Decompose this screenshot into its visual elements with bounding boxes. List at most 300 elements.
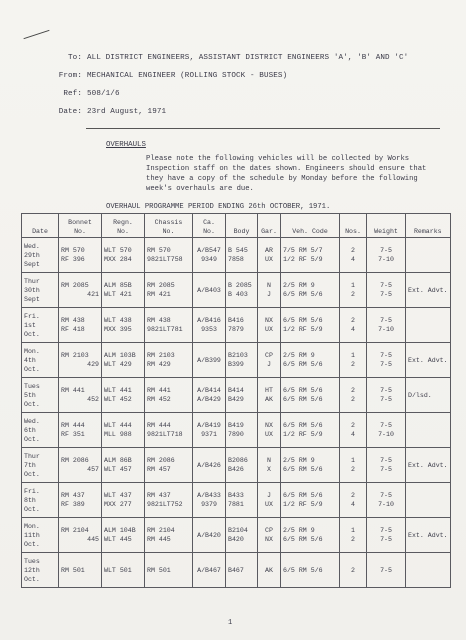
- cell-text: WLT 452: [104, 396, 132, 403]
- cell-text: Fri.: [24, 312, 40, 320]
- cell-date: [22, 553, 59, 588]
- cell-chassis: [145, 238, 193, 273]
- column-header-text: Remarks: [413, 228, 442, 235]
- cell-code: [281, 343, 340, 378]
- cell-chassis: [145, 413, 193, 448]
- cell-text: 6/5 RM 5/6: [283, 536, 323, 543]
- cell-text: 2: [351, 247, 355, 254]
- cell-text: 9821LT718: [147, 431, 183, 438]
- cell-body: [226, 308, 258, 343]
- cell-text: A/B420: [197, 531, 221, 539]
- cell-text: ALM 86B: [104, 457, 132, 464]
- cell-text: 1/2 RF 5/9: [283, 431, 323, 438]
- cell-text: 7th: [24, 461, 36, 469]
- column-header-text: Regn.: [113, 219, 133, 226]
- cell-text: WLT 444: [104, 422, 132, 429]
- cell-bonnet: [59, 448, 102, 483]
- cell-weight: [367, 518, 406, 553]
- to-label: To:: [68, 54, 82, 62]
- cell-text: 7879: [228, 326, 244, 333]
- cell-text: 9821LT752: [147, 501, 183, 508]
- cell-text: A/B429: [197, 396, 221, 403]
- cell-text: 7-10: [378, 256, 394, 263]
- cell-text: Wed.: [24, 417, 40, 425]
- cell-text: Thur: [24, 277, 40, 285]
- table-row: [22, 238, 451, 273]
- cell-gar: [258, 413, 281, 448]
- cell-text: RM 2104: [61, 527, 89, 534]
- cell-text: 457: [87, 466, 99, 473]
- cell-text: 2: [351, 422, 355, 429]
- cell-ca: [193, 413, 226, 448]
- cell-remarks: [406, 238, 451, 273]
- cell-ca: [193, 378, 226, 413]
- cell-code: [281, 518, 340, 553]
- cell-remarks: [406, 378, 451, 413]
- column-header: [145, 214, 193, 238]
- cell-text: 4: [351, 501, 355, 508]
- cell-text: 7-5: [380, 527, 392, 534]
- cell-text: 2/5 RM 9: [283, 527, 315, 534]
- table-row: [22, 518, 451, 553]
- cell-text: Sept: [24, 295, 40, 303]
- column-header: [22, 214, 59, 238]
- cell-remarks: [406, 553, 451, 588]
- cell-text: WLT 445: [104, 536, 132, 543]
- cell-text: CP: [265, 352, 273, 359]
- cell-text: 1: [351, 457, 355, 464]
- cell-text: RM 444: [61, 422, 85, 429]
- cell-text: 7-5: [380, 352, 392, 359]
- cell-text: 7-5: [380, 361, 392, 368]
- cell-text: B426: [228, 466, 244, 473]
- cell-text: MXX 277: [104, 501, 132, 508]
- cell-text: Oct.: [24, 330, 40, 338]
- cell-text: 6/5 RM 5/6: [283, 422, 323, 429]
- cell-bonnet: [59, 518, 102, 553]
- cell-text: A/B399: [197, 356, 221, 364]
- table-row: [22, 343, 451, 378]
- cell-text: 445: [87, 536, 99, 543]
- cell-text: A/B419: [197, 422, 221, 429]
- cell-text: 2: [351, 317, 355, 324]
- cell-ca: [193, 308, 226, 343]
- cell-text: N: [267, 457, 271, 464]
- table-row: [22, 378, 451, 413]
- column-header-text: No.: [162, 228, 175, 235]
- cell-text: 429: [87, 361, 99, 368]
- cell-regn: [102, 273, 145, 308]
- cell-nos: [340, 413, 367, 448]
- cell-text: WLT 437: [104, 492, 132, 499]
- cell-text: 6/5 RM 5/6: [283, 361, 323, 368]
- cell-date: [22, 448, 59, 483]
- cell-text: AK: [265, 396, 273, 403]
- cell-text: 6/5 RM 5/6: [283, 317, 323, 324]
- cell-text: Wed.: [24, 242, 40, 250]
- cell-chassis: [145, 483, 193, 518]
- cell-text: B 403: [228, 291, 248, 298]
- ref-label: Ref:: [63, 90, 82, 98]
- cell-text: 1st: [24, 321, 36, 329]
- column-header-text: Ca.: [203, 219, 215, 226]
- cell-text: RM 501: [147, 566, 171, 574]
- cell-regn: [102, 448, 145, 483]
- cell-text: MLL 988: [104, 431, 132, 438]
- cell-weight: [367, 483, 406, 518]
- cell-weight: [367, 273, 406, 308]
- cell-text: N: [267, 282, 271, 289]
- cell-text: 2/5 RM 9: [283, 352, 315, 359]
- cell-text: J: [267, 492, 271, 499]
- cell-code: [281, 308, 340, 343]
- cell-text: 7-5: [380, 282, 392, 289]
- cell-text: B467: [228, 566, 244, 574]
- cell-bonnet: [59, 343, 102, 378]
- cell-ca: [193, 518, 226, 553]
- column-header-text: Gar.: [261, 228, 277, 235]
- cell-text: 6th: [24, 426, 36, 434]
- cell-text: Ext. Advt.: [408, 531, 448, 539]
- cell-text: 1/2 RF 5/9: [283, 501, 323, 508]
- column-header: [258, 214, 281, 238]
- cell-weight: [367, 378, 406, 413]
- column-header-text: Date: [32, 228, 48, 235]
- column-header: [281, 214, 340, 238]
- cell-remarks: [406, 413, 451, 448]
- cell-text: ALM 104B: [104, 527, 136, 534]
- cell-text: RM 2103: [61, 352, 89, 359]
- column-header-text: No.: [203, 228, 215, 235]
- cell-text: 2/5 RM 9: [283, 457, 315, 464]
- cell-text: Mon.: [24, 522, 40, 530]
- column-header: [59, 214, 102, 238]
- cell-text: B 2085: [228, 282, 252, 289]
- cell-text: 7-5: [380, 396, 392, 403]
- cell-date: [22, 518, 59, 553]
- cell-date: [22, 378, 59, 413]
- table-row: [22, 553, 451, 588]
- cell-text: 6/5 RM 5/6: [283, 291, 323, 298]
- instruction-paragraph: Please note the following vehicles will be collected by Works Inspection staff on the dates shown. Engineers should ensure that they have a copy of the schedule by Monday before the following week's overhauls are due.: [146, 155, 427, 193]
- cell-text: J: [267, 291, 271, 298]
- cell-bonnet: [59, 413, 102, 448]
- cell-regn: [102, 413, 145, 448]
- cell-gar: [258, 378, 281, 413]
- cell-text: B399: [228, 361, 244, 368]
- cell-text: A/B467: [197, 566, 221, 574]
- cell-text: RM 2085: [61, 282, 89, 289]
- cell-date: [22, 413, 59, 448]
- column-header-text: Veh. Code: [292, 228, 328, 235]
- cell-text: CP: [265, 527, 273, 534]
- header-divider: [86, 128, 440, 129]
- cell-text: Ext. Advt.: [408, 461, 448, 469]
- cell-gar: [258, 518, 281, 553]
- cell-text: RM 438: [61, 317, 85, 324]
- cell-ca: [193, 483, 226, 518]
- cell-text: 4: [351, 256, 355, 263]
- cell-text: UX: [265, 431, 273, 438]
- cell-text: 2: [351, 291, 355, 298]
- cell-text: B2086: [228, 457, 248, 464]
- table-row: [22, 308, 451, 343]
- cell-text: 9371: [201, 431, 217, 438]
- cell-text: RM 441: [61, 387, 85, 394]
- cell-date: [22, 273, 59, 308]
- table-row: [22, 273, 451, 308]
- cell-bonnet: [59, 553, 102, 588]
- cell-text: RM 570: [147, 247, 171, 254]
- cell-regn: [102, 343, 145, 378]
- cell-text: WLT 421: [104, 291, 132, 298]
- cell-text: 1/2 RF 5/9: [283, 326, 323, 333]
- cell-regn: [102, 518, 145, 553]
- cell-ca: [193, 273, 226, 308]
- cell-text: RF 389: [61, 501, 85, 508]
- cell-text: WLT 441: [104, 387, 132, 394]
- cell-text: WLT 438: [104, 317, 132, 324]
- cell-text: RM 437: [61, 492, 85, 499]
- cell-text: NX: [265, 536, 273, 543]
- cell-text: RM 421: [147, 291, 171, 298]
- cell-chassis: [145, 343, 193, 378]
- cell-text: 7890: [228, 431, 244, 438]
- cell-text: RM 429: [147, 361, 171, 368]
- cell-text: B2103: [228, 352, 248, 359]
- cell-text: 9821LT781: [147, 326, 183, 333]
- cell-text: RM 2086: [147, 457, 175, 464]
- cell-text: UX: [265, 326, 273, 333]
- cell-text: 2: [351, 566, 355, 574]
- cell-text: A/B547: [197, 247, 221, 254]
- from-label: From:: [58, 72, 82, 80]
- cell-chassis: [145, 518, 193, 553]
- ref-value: 508/1/6: [87, 90, 120, 98]
- cell-text: RM 452: [147, 396, 171, 403]
- cell-text: 6/5 RM 5/6: [283, 492, 323, 499]
- cell-text: RF 418: [61, 326, 85, 333]
- cell-text: A/B433: [197, 492, 221, 499]
- cell-text: ALM 103B: [104, 352, 136, 359]
- cell-text: 1: [351, 282, 355, 289]
- cell-text: 7-5: [380, 291, 392, 298]
- cell-text: HT: [265, 387, 273, 394]
- cell-text: MXX 284: [104, 256, 132, 263]
- cell-ca: [193, 553, 226, 588]
- cell-text: 30th: [24, 286, 40, 294]
- cell-remarks: [406, 343, 451, 378]
- cell-code: [281, 378, 340, 413]
- cell-text: RF 396: [61, 256, 85, 263]
- cell-text: D/lsd.: [408, 391, 432, 399]
- cell-weight: [367, 343, 406, 378]
- cell-text: WLT 429: [104, 361, 132, 368]
- date-label: Date:: [58, 108, 82, 116]
- cell-text: UX: [265, 501, 273, 508]
- cell-text: RM 457: [147, 466, 171, 473]
- cell-bonnet: [59, 273, 102, 308]
- cell-remarks: [406, 273, 451, 308]
- cell-gar: [258, 553, 281, 588]
- cell-text: A/B414: [197, 387, 221, 394]
- cell-weight: [367, 448, 406, 483]
- cell-bonnet: [59, 483, 102, 518]
- cell-text: Ext. Advt.: [408, 356, 448, 364]
- cell-text: 452: [87, 396, 99, 403]
- table-body: [22, 238, 451, 588]
- cell-body: [226, 448, 258, 483]
- cell-code: [281, 553, 340, 588]
- cell-body: [226, 518, 258, 553]
- cell-text: B419: [228, 422, 244, 429]
- cell-body: [226, 483, 258, 518]
- cell-nos: [340, 483, 367, 518]
- cell-text: Oct.: [24, 540, 40, 548]
- cell-regn: [102, 378, 145, 413]
- cell-text: RM 441: [147, 387, 171, 394]
- cell-gar: [258, 308, 281, 343]
- cell-code: [281, 448, 340, 483]
- cell-nos: [340, 378, 367, 413]
- cell-text: 6/5 RM 5/6: [283, 387, 323, 394]
- cell-text: Oct.: [24, 575, 40, 583]
- cell-text: 1: [351, 352, 355, 359]
- cell-text: A/B403: [197, 286, 221, 294]
- column-header-text: No.: [117, 228, 129, 235]
- cell-weight: [367, 238, 406, 273]
- cell-bonnet: [59, 238, 102, 273]
- cell-nos: [340, 343, 367, 378]
- cell-text: Tues: [24, 382, 40, 390]
- cell-gar: [258, 448, 281, 483]
- cell-text: 6/5 RM 5/6: [283, 396, 323, 403]
- cell-chassis: [145, 273, 193, 308]
- cell-text: Oct.: [24, 470, 40, 478]
- cell-code: [281, 413, 340, 448]
- cell-text: B433: [228, 492, 244, 499]
- cell-body: [226, 343, 258, 378]
- cell-bonnet: [59, 378, 102, 413]
- cell-text: 7-5: [380, 247, 392, 254]
- cell-gar: [258, 343, 281, 378]
- cell-regn: [102, 553, 145, 588]
- cell-text: RF 351: [61, 431, 85, 438]
- cell-body: [226, 273, 258, 308]
- column-header-text: Chassis: [154, 219, 183, 226]
- cell-text: Oct.: [24, 400, 40, 408]
- cell-text: RM 444: [147, 422, 171, 429]
- cell-text: RM 445: [147, 536, 171, 543]
- cell-text: 7-5: [380, 566, 392, 574]
- cell-text: 11th: [24, 531, 40, 539]
- cell-text: Mon.: [24, 347, 40, 355]
- cell-gar: [258, 483, 281, 518]
- column-header-text: Weight: [374, 228, 398, 235]
- cell-text: X: [267, 466, 271, 473]
- cell-nos: [340, 448, 367, 483]
- cell-bonnet: [59, 308, 102, 343]
- cell-text: RM 437: [147, 492, 171, 499]
- cell-weight: [367, 553, 406, 588]
- cell-remarks: [406, 518, 451, 553]
- cell-text: Oct.: [24, 365, 40, 373]
- cell-ca: [193, 238, 226, 273]
- cell-date: [22, 343, 59, 378]
- cell-chassis: [145, 553, 193, 588]
- cell-text: Fri.: [24, 487, 40, 495]
- cell-text: Oct.: [24, 505, 40, 513]
- cell-chassis: [145, 308, 193, 343]
- cell-text: WLT 570: [104, 247, 132, 254]
- cell-code: [281, 238, 340, 273]
- cell-text: RM 438: [147, 317, 171, 324]
- column-header: [340, 214, 367, 238]
- cell-text: B416: [228, 317, 244, 324]
- cell-text: RM 501: [61, 566, 85, 574]
- cell-text: 7-10: [378, 501, 394, 508]
- cell-text: 9821LT758: [147, 256, 183, 263]
- cell-text: Ext. Advt.: [408, 286, 448, 294]
- cell-code: [281, 273, 340, 308]
- cell-text: A/B416: [197, 317, 221, 324]
- cell-weight: [367, 413, 406, 448]
- cell-text: 2: [351, 466, 355, 473]
- cell-text: B2104: [228, 527, 248, 534]
- cell-text: B414: [228, 387, 244, 394]
- cell-text: J: [267, 361, 271, 368]
- cell-gar: [258, 238, 281, 273]
- cell-text: 4: [351, 431, 355, 438]
- cell-nos: [340, 238, 367, 273]
- cell-text: 7858: [228, 256, 244, 263]
- cell-text: 7-5: [380, 317, 392, 324]
- page-number: 1: [228, 619, 233, 627]
- cell-text: NX: [265, 317, 273, 324]
- column-header-text: Body: [233, 228, 250, 235]
- cell-body: [226, 413, 258, 448]
- cell-text: 2: [351, 492, 355, 499]
- cell-text: 7-10: [378, 431, 394, 438]
- cell-text: 9349: [201, 256, 217, 263]
- cell-remarks: [406, 448, 451, 483]
- cell-text: B429: [228, 396, 244, 403]
- to-value: ALL DISTRICT ENGINEERS, ASSISTANT DISTRICT ENGINEERS 'A', 'B' AND 'C': [87, 54, 409, 62]
- cell-text: 8th: [24, 496, 36, 504]
- table-row: [22, 483, 451, 518]
- cell-text: A/B426: [197, 461, 221, 469]
- cell-body: [226, 553, 258, 588]
- column-header-text: No.: [74, 228, 86, 235]
- cell-text: 1: [351, 527, 355, 534]
- cell-text: 7/5 RM 5/7: [283, 247, 323, 254]
- cell-gar: [258, 273, 281, 308]
- cell-ca: [193, 343, 226, 378]
- cell-text: 7-5: [380, 422, 392, 429]
- cell-text: 6/5 RM 5/6: [283, 466, 323, 473]
- cell-date: [22, 483, 59, 518]
- table-row: [22, 448, 451, 483]
- cell-body: [226, 238, 258, 273]
- cell-text: 2/5 RM 9: [283, 282, 315, 289]
- cell-nos: [340, 518, 367, 553]
- column-header: [102, 214, 145, 238]
- cell-regn: [102, 238, 145, 273]
- cell-text: 2: [351, 361, 355, 368]
- cell-text: RM 2085: [147, 282, 175, 289]
- overhaul-schedule-table: [21, 213, 451, 588]
- cell-text: 7-5: [380, 387, 392, 394]
